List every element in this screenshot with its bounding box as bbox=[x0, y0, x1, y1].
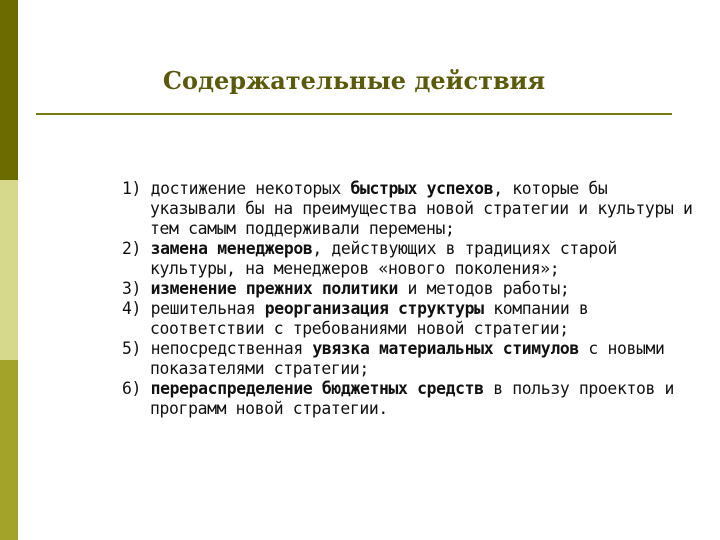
item-number: 3) bbox=[122, 279, 151, 298]
sidebar-stripe-top bbox=[0, 0, 18, 180]
item-text: компании в соответствии с требованиями новой стратегии; bbox=[150, 299, 589, 338]
item-key-phrase: быстрых успехов bbox=[350, 179, 494, 198]
item-key-phrase: изменение прежних политики bbox=[150, 279, 399, 298]
item-text: , которые бы указывали бы на преимущества новой стратегии и культуры и тем самым поддерживали перемены; bbox=[150, 179, 693, 238]
list-item bbox=[122, 279, 702, 299]
item-text: с новыми показателями стратегии; bbox=[150, 339, 665, 378]
item-number: 1) bbox=[122, 179, 151, 198]
item-text: и методов работы; bbox=[398, 279, 570, 298]
item-text: , действующих в традициях старой культуры, на менеджеров «нового поколения»; bbox=[150, 239, 617, 278]
title-underline bbox=[36, 113, 672, 115]
item-key-phrase: реорганизация структуры bbox=[264, 299, 484, 318]
list-item bbox=[122, 379, 702, 419]
slide-title: Содержательные действия bbox=[162, 66, 546, 95]
item-number: 4) bbox=[122, 299, 151, 318]
sidebar-stripe-bottom bbox=[0, 360, 18, 540]
list-item bbox=[122, 239, 702, 279]
list-item bbox=[122, 299, 702, 339]
item-key-phrase: увязка материальных стимулов bbox=[312, 339, 579, 358]
item-key-phrase: перераспределение бюджетных средств bbox=[150, 379, 484, 398]
item-number: 6) bbox=[122, 379, 151, 398]
item-number: 2) bbox=[122, 239, 151, 258]
item-text: достижение некоторых bbox=[150, 179, 351, 198]
item-key-phrase: замена менеджеров bbox=[150, 239, 313, 258]
list-item bbox=[122, 339, 702, 379]
sidebar-stripe-middle bbox=[0, 180, 18, 360]
item-text: решительная bbox=[150, 299, 265, 318]
action-list bbox=[122, 179, 702, 419]
item-text: в пользу проектов и программ новой стратегии. bbox=[150, 379, 675, 418]
item-text: непосредственная bbox=[150, 339, 313, 358]
item-number: 5) bbox=[122, 339, 151, 358]
list-item bbox=[122, 179, 702, 239]
